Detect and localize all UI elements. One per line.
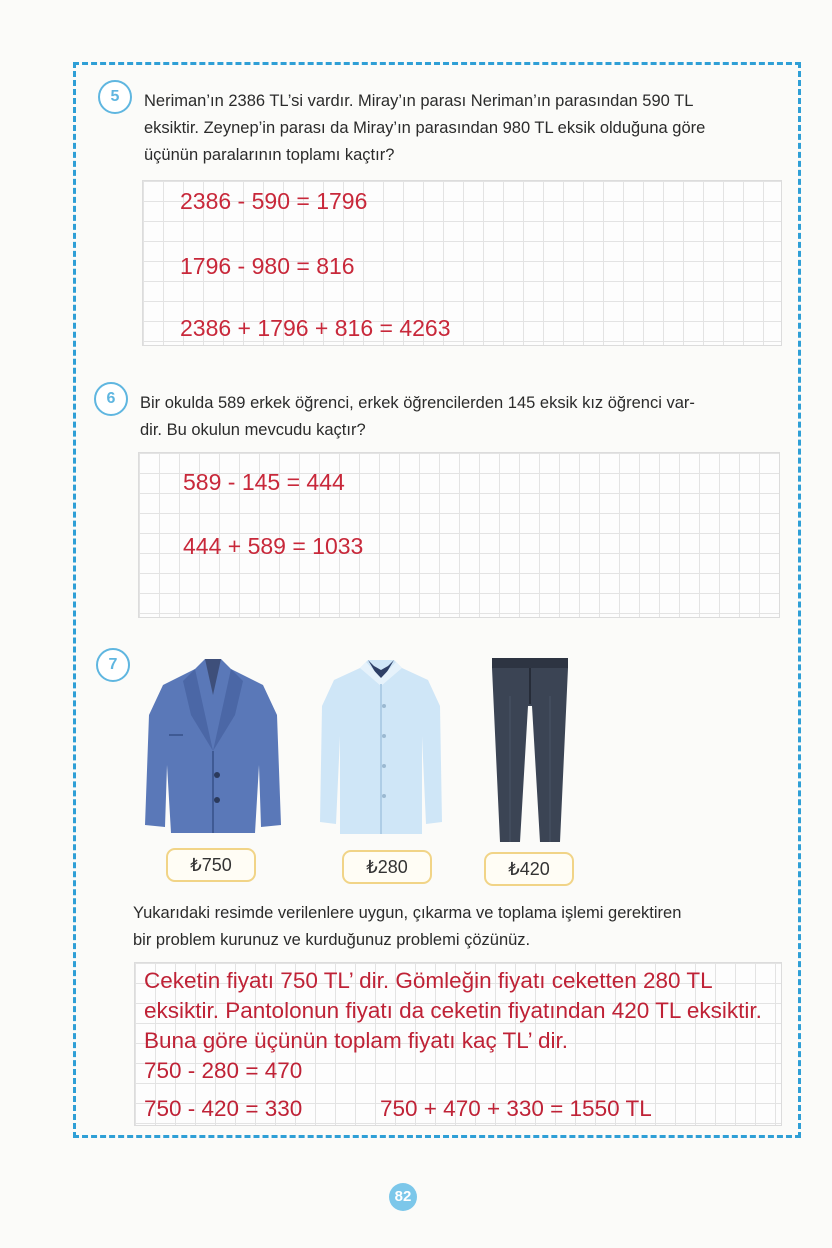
jacket-price-tag: ₺750 bbox=[166, 848, 256, 882]
question-7-line: bir problem kurunuz ve kurduğunuz problemi çözünüz. bbox=[133, 931, 531, 949]
question-6-text bbox=[140, 390, 800, 444]
question-5-line: Neriman’ın 2386 TL’si vardır. Miray’ın parası Neriman’ın parasından 590 TL bbox=[144, 92, 694, 110]
q7-answer-line: 750 - 280 = 470 bbox=[144, 1058, 303, 1083]
q7-calc-a: 750 - 420 = 330 bbox=[144, 1096, 303, 1121]
q7-answer-text bbox=[144, 966, 762, 1086]
shirt-image bbox=[318, 656, 444, 836]
q7-answer-line: Ceketin fiyatı 750 TL’ dir. Gömleğin fiyatı ceketten 280 TL bbox=[144, 968, 713, 993]
q7-answer-line: eksiktir. Pantolonun fiyatı da ceketin fiyatından 420 TL eksiktir. bbox=[144, 998, 762, 1023]
question-5-line: üçünün paralarının toplamı kaçtır? bbox=[144, 146, 395, 164]
q6-answer-line-1: 589 - 145 = 444 bbox=[183, 469, 345, 495]
question-7-line: Yukarıdaki resimde verilenlere uygun, çıkarma ve toplama işlemi gerektiren bbox=[133, 904, 682, 922]
question-6-line: dir. Bu okulun mevcudu kaçtır? bbox=[140, 421, 366, 439]
jacket-image bbox=[143, 655, 283, 837]
question-5-number: 5 bbox=[98, 80, 132, 114]
question-6-number: 6 bbox=[94, 382, 128, 416]
trousers-image bbox=[488, 656, 572, 846]
q5-answer-line-1: 2386 - 590 = 1796 bbox=[180, 188, 368, 214]
question-5-text bbox=[144, 88, 804, 169]
page-number-badge: 82 bbox=[389, 1183, 417, 1211]
question-6-line: Bir okulda 589 erkek öğrenci, erkek öğrencilerden 145 eksik kız öğrenci var- bbox=[140, 394, 695, 412]
q7-calc-b: 750 + 470 + 330 = 1550 TL bbox=[380, 1096, 652, 1121]
q5-answer-line-2: 1796 - 980 = 816 bbox=[180, 253, 355, 279]
shirt-price-tag: ₺280 bbox=[342, 850, 432, 884]
q6-answer-line-2: 444 + 589 = 1033 bbox=[183, 533, 364, 559]
question-5-line: eksiktir. Zeynep’in parası da Miray’ın parasından 980 TL eksik olduğuna göre bbox=[144, 119, 706, 137]
q5-answer-line-3: 2386 + 1796 + 816 = 4263 bbox=[180, 315, 451, 341]
question-7-number: 7 bbox=[96, 648, 130, 682]
question-7-prompt bbox=[133, 900, 798, 954]
q7-answer-line: Buna göre üçünün toplam fiyatı kaç TL’ dir. bbox=[144, 1028, 569, 1053]
trousers-price-tag: ₺420 bbox=[484, 852, 574, 886]
